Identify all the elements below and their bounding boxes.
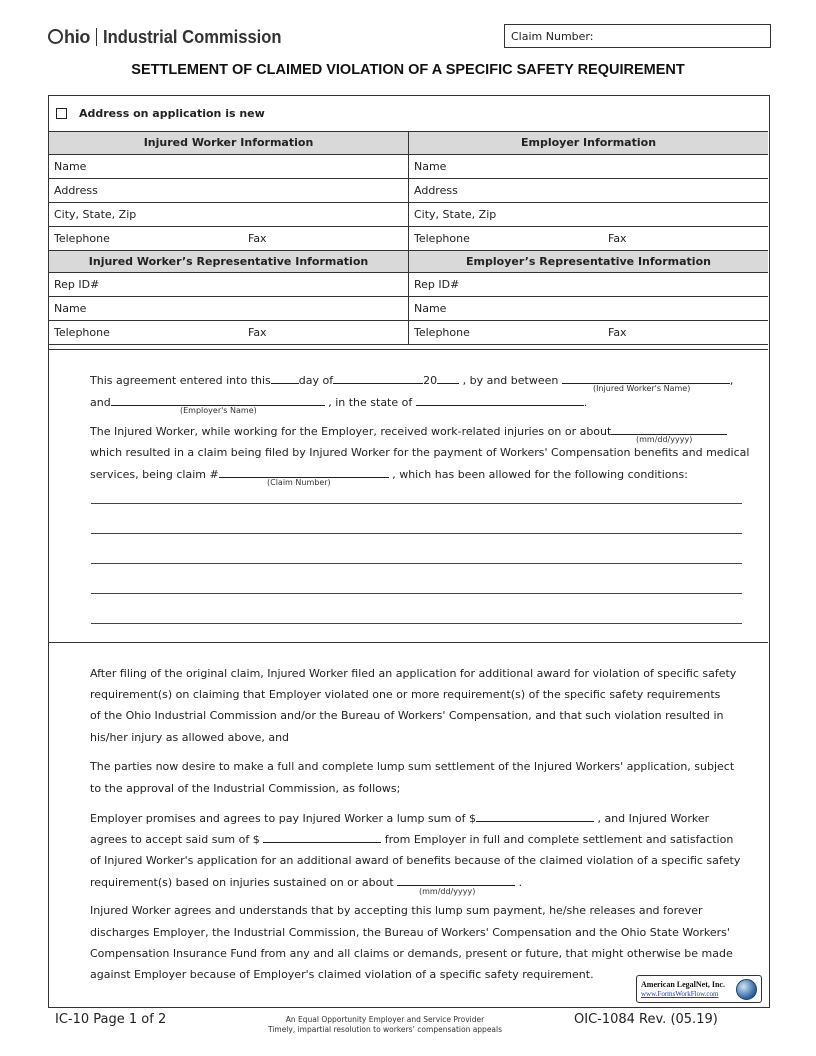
logo-ohio-letters: hio	[64, 26, 91, 47]
terms-text: requirement(s) based on injuries sustained on or about	[90, 876, 394, 889]
agreement-text: services, being claim #	[90, 468, 219, 481]
parties-table	[49, 132, 768, 345]
worker-rep-phone-fax-field[interactable]	[49, 320, 409, 344]
worker-phone-fax-field[interactable]	[49, 226, 409, 250]
employer-rep-id-field[interactable]	[409, 272, 769, 296]
address-new-row	[49, 96, 768, 132]
employer-name-field[interactable]	[409, 154, 769, 178]
employer-rep-phone-fax-field[interactable]	[409, 320, 769, 344]
worker-fax-label: Fax	[248, 231, 267, 245]
worker-name-blank[interactable]	[562, 373, 730, 384]
badge-company: American LegalNet, Inc.	[641, 980, 725, 989]
worker-name-field[interactable]	[49, 154, 409, 178]
injury-date-blank[interactable]	[611, 424, 727, 435]
worker-rep-id-label: Rep ID#	[54, 277, 100, 291]
terms-p4-line-2: discharges Employer, the Industrial Commission, the Bureau of Workers' Compensation and the Ohio State Workers'	[90, 926, 730, 939]
condition-line-4[interactable]	[91, 593, 742, 594]
condition-line-2[interactable]	[91, 533, 742, 534]
form-title: SETTLEMENT OF CLAIMED VIOLATION OF A SPECIFIC SAFETY REQUIREMENT	[131, 62, 685, 78]
worker-name-caption: (Injured Worker's Name)	[593, 384, 691, 393]
agreement-text: , which has been allowed for the following conditions:	[392, 468, 688, 481]
claim-number-caption: (Claim Number)	[267, 478, 331, 487]
employer-rep-id-label: Rep ID#	[414, 277, 460, 291]
employer-name-label: Name	[414, 159, 447, 173]
terms-text: , and Injured Worker	[597, 812, 710, 825]
agreement-text: ,	[729, 374, 734, 387]
injury-date-caption: (mm/dd/yyyy)	[636, 435, 693, 444]
employer-rep-name-field[interactable]	[409, 296, 769, 320]
badge-link[interactable]: www.FormsWorkFlow.com	[641, 990, 719, 998]
agreement-line-2	[90, 395, 587, 409]
terms-p3-line-1	[90, 811, 709, 825]
terms-text: Employer promises and agrees to pay Injured Worker a lump sum of $	[90, 812, 476, 825]
sustained-date-caption: (mm/dd/yyyy)	[419, 887, 476, 896]
footer-tagline	[240, 1015, 530, 1035]
agreement-text: 20	[423, 374, 438, 387]
terms-text: from Employer in full and complete settlement and satisfaction	[384, 833, 734, 846]
agreement-text: This agreement entered into this	[90, 374, 271, 387]
employer-city-label: City, State, Zip	[414, 207, 497, 221]
employer-name-caption: (Employer's Name)	[180, 406, 257, 415]
worker-rep-header: Injured Worker’s Representative Information	[49, 250, 409, 272]
terms-p2-line-2: to the approval of the Industrial Commission, as follows;	[90, 782, 401, 795]
terms-p1-line-2: requirement(s) on claiming that Employer violated one or more requirement(s) of the specific safety requirements	[90, 688, 721, 701]
claim-number-field[interactable]	[504, 24, 771, 48]
agreement-text: .	[583, 396, 588, 409]
employer-rep-fax-label: Fax	[608, 325, 627, 339]
worker-city-label: City, State, Zip	[54, 207, 137, 221]
logo-ohio-text	[48, 27, 90, 48]
state-blank[interactable]	[416, 395, 584, 406]
claim-number-label: Claim Number:	[511, 30, 594, 43]
form-frame	[48, 95, 770, 1008]
agreement-line-3	[90, 424, 727, 438]
lump-sum-blank[interactable]	[476, 811, 594, 822]
agreement-section	[49, 349, 768, 643]
logo-o-ring	[48, 29, 63, 44]
employer-info-header: Employer Information	[409, 132, 769, 154]
agreement-text: , by and between	[462, 374, 559, 387]
agreement-line-5	[90, 467, 688, 481]
logo-divider	[96, 28, 97, 46]
employer-city-field[interactable]	[409, 202, 769, 226]
worker-address-field[interactable]	[49, 178, 409, 202]
condition-line-1[interactable]	[91, 503, 742, 504]
footer-eoe: An Equal Opportunity Employer and Service Provider	[285, 1015, 485, 1024]
address-new-label: Address on application is new	[79, 107, 265, 120]
ohio-ic-logo	[48, 26, 297, 48]
employer-phone-fax-field[interactable]	[409, 226, 769, 250]
worker-rep-name-field[interactable]	[49, 296, 409, 320]
globe-icon	[736, 979, 757, 1000]
employer-fax-label: Fax	[608, 231, 627, 245]
worker-name-label: Name	[54, 159, 87, 173]
terms-p1-line-4: his/her injury as allowed above, and	[90, 731, 290, 744]
terms-p4-line-3: Compensation Insurance Fund from any and all claims or demands, present or future, that might otherwise be made	[90, 947, 733, 960]
accepted-sum-blank[interactable]	[263, 832, 381, 843]
worker-rep-id-field[interactable]	[49, 272, 409, 296]
employer-name-blank[interactable]	[111, 395, 325, 406]
address-new-checkbox[interactable]	[56, 108, 67, 119]
worker-telephone-label: Telephone	[54, 231, 110, 245]
terms-text: .	[518, 876, 523, 889]
legalnet-badge[interactable]	[636, 975, 762, 1003]
parties-info-grid	[49, 132, 768, 345]
terms-p1-line-3: of the Ohio Industrial Commission and/or the Bureau of Workers' Compensation, and that such violation resulted in	[90, 709, 724, 722]
worker-rep-fax-label: Fax	[248, 325, 267, 339]
employer-rep-telephone-label: Telephone	[414, 325, 470, 339]
terms-text: agrees to accept said sum of $	[90, 833, 260, 846]
month-blank[interactable]	[333, 373, 423, 384]
worker-rep-telephone-label: Telephone	[54, 325, 110, 339]
worker-address-label: Address	[54, 183, 98, 197]
form-revision: OIC-1084 Rev. (05.19)	[574, 1012, 718, 1027]
terms-p4-line-1: Injured Worker agrees and understands that by accepting this lump sum payment, he/she releases and forever	[90, 904, 703, 917]
footer-mission: Timely, impartial resolution to workers’ compensation appeals	[267, 1025, 503, 1034]
employer-address-label: Address	[414, 183, 458, 197]
agreement-text: The Injured Worker, while working for the Employer, received work-related injuries on or about	[90, 425, 612, 438]
year-blank[interactable]	[437, 373, 459, 384]
condition-line-3[interactable]	[91, 563, 742, 564]
terms-p3-line-2	[90, 832, 733, 846]
terms-p3-line-3: of Injured Worker's application for an additional award of benefits because of the claimed violation of a specific safety	[90, 854, 741, 867]
sustained-date-blank[interactable]	[397, 875, 515, 886]
day-blank[interactable]	[271, 373, 299, 384]
agreement-text: and	[90, 396, 111, 409]
employer-rep-name-label: Name	[414, 301, 447, 315]
worker-city-field[interactable]	[49, 202, 409, 226]
employer-rep-header: Employer’s Representative Information	[409, 250, 769, 272]
worker-info-header: Injured Worker Information	[49, 132, 409, 154]
worker-rep-name-label: Name	[54, 301, 87, 315]
condition-line-5[interactable]	[91, 623, 742, 624]
claim-number-blank[interactable]	[219, 467, 389, 478]
page-indicator: IC-10 Page 1 of 2	[55, 1012, 167, 1027]
logo-org-text: Industrial Commission	[103, 26, 282, 47]
employer-telephone-label: Telephone	[414, 231, 470, 245]
agreement-line-4: which resulted in a claim being filed by Injured Worker for the payment of Workers' Compensation benefits and medical	[90, 446, 750, 459]
agreement-text: day of	[298, 374, 334, 387]
agreement-text: , in the state of	[328, 396, 413, 409]
settlement-terms-section	[49, 643, 768, 1009]
terms-p2-line-1: The parties now desire to make a full and complete lump sum settlement of the Injured Workers' application, subject	[90, 760, 735, 773]
terms-p4-line-4: against Employer because of Employer's claimed violation of a specific safety requirement.	[90, 968, 594, 981]
terms-p1-line-1: After filing of the original claim, Injured Worker filed an application for additional award for violation of specific safety	[90, 667, 737, 680]
employer-address-field[interactable]	[409, 178, 769, 202]
